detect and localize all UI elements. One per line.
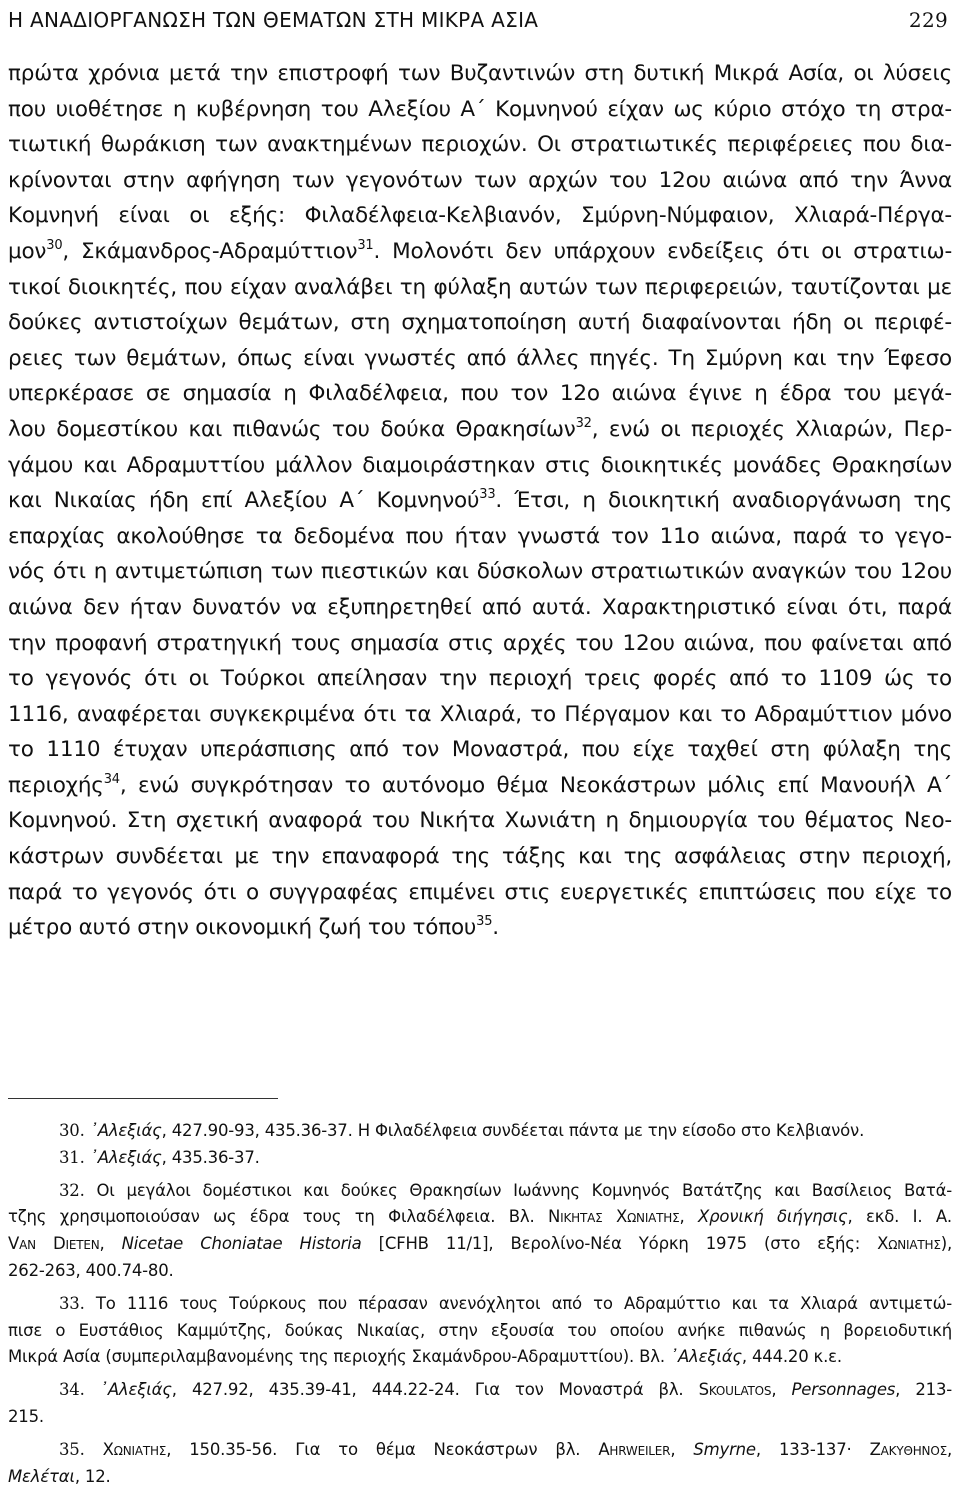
- footnote-divider: [8, 1098, 278, 1099]
- text-run: Μικρά Ασία (συμπεριλαμβανομένης της περιοχής Σκαμάνδρου-Αδραμυττίου). Βλ.: [8, 1347, 670, 1367]
- text-run: τζης χρησιμοποιούσαν ως έδρα τους τη Φιλαδέλφεια. Βλ.: [8, 1207, 548, 1227]
- source-title: ᾽Αλεξιάς: [89, 1147, 162, 1167]
- text-line: γάμου και Αδραμυττίου μάλλον διαμοιράστηκαν στις διοικητικές μονάδες Θρακησίων: [8, 452, 952, 478]
- text-run: , 150.35-56. Για το θέμα Νεοκάστρων βλ.: [166, 1439, 599, 1459]
- author-name: Van Dieten: [8, 1234, 100, 1254]
- text-line: [8, 910, 952, 946]
- text-run: μον: [8, 238, 47, 264]
- footnote-line: 215.: [8, 1406, 44, 1426]
- text-run: , 427.92, 435.39-41, 444.22-24. Για τον Μοναστρά βλ.: [171, 1380, 699, 1400]
- author-name: Χωνιατης: [877, 1234, 941, 1254]
- text-run: ,: [670, 1439, 694, 1459]
- source-title: ᾽Αλεξιάς: [89, 1121, 162, 1140]
- text-run: περιοχής: [8, 772, 104, 798]
- text-run: , Σκάμανδρος-Αδραμύττιον: [62, 238, 358, 264]
- footnote-number: 34.: [59, 1380, 85, 1400]
- author-name: Ζακυθηνος: [869, 1439, 947, 1459]
- footnote-line: 262-263, 400.74-80.: [8, 1260, 174, 1280]
- text-line: που υιοθέτησε η κυβέρνηση του Αλεξίου Α΄ Κομνηνού είχαν ως κύριο στόχο τη στρα-: [8, 96, 952, 122]
- footnote-number: 31.: [59, 1147, 85, 1167]
- text-line: ρειες των θεμάτων, όπως είναι γνωστές από άλλες πηγές. Τη Σμύρνη και την Έφεσο: [8, 345, 952, 371]
- source-title: ᾽Αλεξιάς: [99, 1380, 172, 1400]
- text-line: νός ότι η αντιμετώπιση των πιεστικών και δύσκολων στρατιωτικών αναγκών του 12ου: [8, 559, 952, 585]
- text-line: Κομνηνή είναι οι εξής: Φιλαδέλφεια-Κελβιανόν, Σμύρνη-Νύμφαιον, Χλιαρά-Πέργα-: [8, 203, 952, 229]
- work-title: Nicetae Choniatae Historia: [121, 1234, 362, 1254]
- footnote-32: [8, 1178, 952, 1205]
- footnote-ref-34[interactable]: 34: [103, 771, 120, 787]
- text-run: , 12.: [74, 1466, 111, 1486]
- author-name: Νικητας Χωνιατης: [547, 1207, 680, 1227]
- running-header: [8, 0, 952, 40]
- footnote-ref-35[interactable]: 35: [476, 914, 493, 930]
- text-line: [8, 412, 952, 448]
- text-line: κρίνονται στην αφήγηση των γεγονότων των αρχών του 12ου αιώνα από την Άννα: [8, 167, 952, 193]
- footnote-30: [8, 1118, 952, 1145]
- footnote-ref-33[interactable]: 33: [479, 487, 496, 503]
- text-line: 1116, αναφέρεται συγκεκριμένα ότι τα Χλιαρά, το Πέργαμον και το Αδραμύττιον μόνο: [8, 701, 952, 727]
- page-number: 229: [908, 8, 948, 32]
- text-line: αιώνα δεν ήταν δυνατόν να εξυπηρετηθεί από αυτά. Χαρακτηριστικό είναι ότι, παρά: [8, 594, 952, 620]
- text-line: το 1110 έτυχαν υπεράσπισης από τον Μοναστρά, που είχε ταχθεί στη φύλαξη της: [8, 737, 952, 763]
- author-name: Χωνιατης: [102, 1439, 167, 1459]
- text-line: υπερκέρασε σε σημασία η Φιλαδέλφεια, που τον 12ο αιώνα έγινε η έδρα του μεγά-: [8, 381, 952, 407]
- text-line: την προφανή στρατηγική τους σημασία στις αρχές του 12ου αιώνα, που φαίνεται από: [8, 630, 952, 656]
- footnote-number: 33.: [59, 1293, 85, 1313]
- text-run: ,: [771, 1380, 792, 1400]
- text-run: [CFHB 11/1], Βερολίνο-Νέα Υόρκη 1975 (στο εξής:: [361, 1234, 878, 1254]
- text-run: . Μολονότι δεν υπάρχουν ενδείξεις ότι οι στρατιω-: [373, 238, 952, 264]
- text-line: πρώτα χρόνια μετά την επιστροφή των Βυζαντινών στη δυτική Μικρά Ασία, οι λύσεις: [8, 61, 952, 86]
- text-run: , ενώ οι περιοχές Χλιαρών, Περ-: [591, 416, 953, 442]
- footnote-35: [8, 1437, 952, 1464]
- text-run: ),: [940, 1234, 953, 1254]
- work-title: Smyrne: [693, 1439, 756, 1459]
- text-run: λου δομεστίκου και πιθανώς του δούκα Θρακησίων: [8, 416, 576, 442]
- text-run: , 444.20 κ.ε.: [741, 1347, 842, 1367]
- text-run: ,: [679, 1207, 699, 1227]
- author-name: Skoulatos: [698, 1380, 772, 1400]
- text-line: τικοί διοικητές, που είχαν αναλάβει τη φύλαξη αυτών των περιφερειών, ταυτίζονται με: [8, 274, 952, 300]
- footnote-ref-31[interactable]: 31: [357, 237, 374, 253]
- footnote-line: [8, 1204, 952, 1231]
- footnote-line: [8, 1231, 952, 1258]
- text-line: επαρχίας ακολούθησε τα δεδομένα που ήταν γνωστά τον 11ο αιώνα, παρά το γεγο-: [8, 523, 952, 549]
- text-run: Το 1116 τους Τούρκους που πέρασαν ανενόχλητοι από το Αδραμύττιο και τα Χλιαρά αντιμετώ-: [95, 1293, 952, 1313]
- text-line: [8, 483, 952, 519]
- author-name: Ahrweiler: [598, 1439, 671, 1459]
- footnote-ref-32[interactable]: 32: [575, 415, 592, 431]
- work-title: Μελέται: [8, 1466, 75, 1486]
- source-title: ᾽Αλεξιάς: [669, 1347, 742, 1367]
- footnote-ref-30[interactable]: 30: [46, 237, 63, 253]
- text-run: Οι μεγάλοι δομέστικοι και δούκες Θρακησίων Ιωάννης Κομνηνός Βατάτζης και Βασίλειος Βατά-: [96, 1180, 953, 1200]
- text-run: , 213-: [895, 1380, 953, 1400]
- text-run: ,: [99, 1234, 122, 1254]
- text-line: [8, 234, 952, 270]
- text-run: ,: [946, 1439, 952, 1459]
- text-run: μέτρο αυτό στην οικονομική ζωή του τόπου: [8, 915, 477, 941]
- footnote-number: 32.: [59, 1180, 85, 1200]
- main-text: [8, 56, 952, 946]
- text-run: . Έτσι, η διοικητική αναδιοργάνωση της: [495, 488, 952, 514]
- footnote-line: [8, 1464, 952, 1490]
- text-line: δούκες αντιστοίχων θεμάτων, στη σχηματοποίηση αυτή διαφαίνονται ήδη οι περιφέ-: [8, 310, 952, 336]
- text-run: , ενώ συγκρότησαν το αυτόνομο θέμα Νεοκάστρων μόλις επί Μανουήλ Α΄: [119, 772, 952, 798]
- text-run: , 435.36-37.: [161, 1147, 260, 1167]
- footnote-line: πισε ο Ευστάθιος Καμμύτζης, δούκας Νικαίας, στην εξουσία του οποίου ανήκε πιθανώς η βορειοδυτική: [8, 1320, 952, 1340]
- footnote-31: [8, 1145, 952, 1172]
- text-run: , εκδ. Ι. Α.: [847, 1207, 952, 1227]
- work-title: Χρονική διήγησις: [698, 1207, 848, 1227]
- text-run: και Νικαίας ήδη επί Αλεξίου Α΄ Κομνηνού: [8, 488, 480, 514]
- footnote-line: [8, 1344, 952, 1371]
- text-run: , 427.90-93, 435.36-37. Η Φιλαδέλφεια συνδέεται πάντα με την είσοδο στο Κελβιανόν.: [161, 1121, 865, 1140]
- footnote-33: [8, 1291, 952, 1318]
- footnote-number: 30.: [59, 1121, 85, 1140]
- text-line: παρά το γεγονός ότι ο συγγραφέας επιμένει στις ευεργετικές επιπτώσεις που είχε το: [8, 879, 952, 905]
- footnotes: [8, 1118, 952, 1490]
- text-line: τιωτική θωράκιση των ανακτημένων περιοχών. Οι στρατιωτικές περιφέρειες που δια-: [8, 132, 952, 158]
- footnote-34: [8, 1377, 952, 1404]
- text-run: .: [492, 915, 499, 941]
- text-line: Κομνηνού. Στη σχετική αναφορά του Νικήτα Χωνιάτη η δημιουργία του θέματος Νεο-: [8, 808, 952, 834]
- text-line: κάστρων συνδέεται με την επαναφορά της τάξης και της ασφάλειας στην περιοχή,: [8, 844, 952, 870]
- footnote-number: 35.: [59, 1439, 85, 1459]
- work-title: Personnages: [791, 1380, 896, 1400]
- running-title: Η ΑΝΑΔΙΟΡΓΑΝΩΣΗ ΤΩΝ ΘΕΜΑΤΩΝ ΣΤΗ ΜΙΚΡΑ ΑΣΙΑ: [8, 8, 539, 32]
- text-run: , 133-137·: [755, 1439, 870, 1459]
- text-line: το γεγονός ότι οι Τούρκοι απείλησαν την περιοχή τρεις φορές από το 1109 ώς το: [8, 666, 952, 692]
- text-line: [8, 768, 952, 804]
